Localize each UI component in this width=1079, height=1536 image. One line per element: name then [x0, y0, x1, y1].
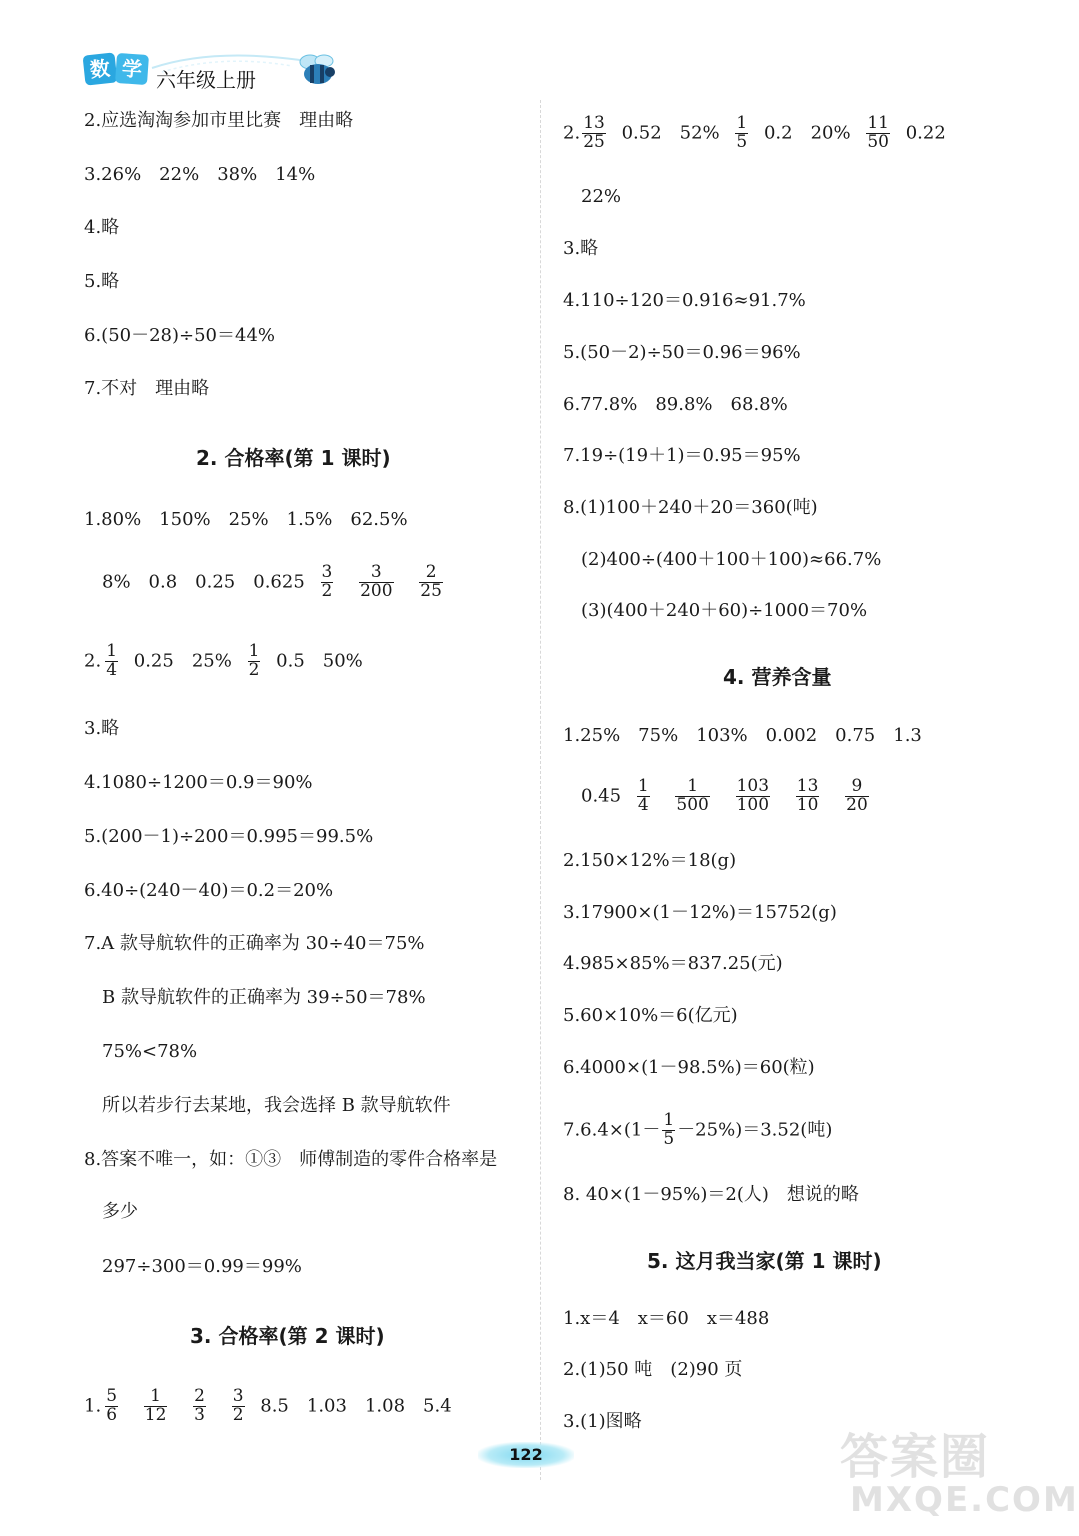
numerator: 9	[845, 778, 869, 797]
watermark-logo	[838, 1418, 1079, 1530]
answer-text: 0.2 20%	[763, 122, 851, 144]
answer-line: 5.60×10%＝6(亿元)	[563, 1005, 738, 1026]
fraction	[193, 1388, 206, 1425]
numerator: 1	[106, 641, 118, 661]
answer-line: 4.110÷120＝0.916≈91.7%	[563, 290, 806, 311]
numerator: 1	[248, 641, 260, 661]
answer-line: 6.40÷(240－40)＝0.2＝20%	[84, 880, 334, 901]
fraction	[419, 564, 443, 601]
numerator: 1	[675, 778, 709, 797]
fraction	[359, 564, 393, 601]
fraction	[232, 1388, 245, 1425]
answer-line: 3.略	[84, 718, 120, 739]
answer-text: 0.52 52%	[621, 122, 720, 144]
answer-line: 所以若步行去某地，我会选择 B 款导航软件	[102, 1095, 451, 1116]
section-title: 2. 合格率(第 1 课时)	[196, 446, 391, 470]
numerator: 13	[583, 113, 605, 133]
answer-line: 1.x＝4 x＝60 x＝488	[563, 1308, 770, 1329]
answer-line: (2)400÷(400＋100＋100)≈66.7%	[581, 549, 882, 570]
fraction	[735, 115, 748, 152]
denominator: 5	[736, 131, 748, 152]
answer-line: 1.80% 150% 25% 1.5% 62.5%	[84, 509, 408, 530]
section-title: 4. 营养含量	[723, 665, 832, 689]
numerator: 1	[144, 1388, 168, 1407]
numerator: 13	[796, 776, 819, 796]
answer-line: 5.(200－1)÷200＝0.995＝99.5%	[84, 826, 374, 847]
column-divider	[540, 100, 541, 1480]
answer-line: 5.(50－2)÷50＝0.96＝96%	[563, 342, 801, 363]
answer-line: 4.略	[84, 217, 120, 238]
numerator: 1	[736, 113, 748, 133]
denominator: 500	[676, 794, 709, 815]
answer-line	[563, 1112, 832, 1149]
answer-text: 8.5 1.03 1.08 5.4	[260, 1395, 452, 1417]
answer-line	[84, 643, 363, 680]
answer-line: (3)(400＋240＋60)÷1000＝70%	[581, 600, 868, 621]
answer-text: 2.	[563, 122, 581, 144]
numerator: 5	[106, 1386, 118, 1406]
answer-line	[581, 778, 879, 815]
denominator: 2	[248, 659, 260, 680]
watermark-text: 答案圈	[840, 1429, 991, 1485]
answer-text: 7.6.4×(1－	[563, 1119, 661, 1141]
fraction	[675, 778, 709, 815]
fraction	[736, 778, 770, 815]
answer-line: 3.26% 22% 38% 14%	[84, 164, 316, 185]
answer-text: 8% 0.8 0.25 0.625	[102, 571, 305, 593]
answer-line: 5.略	[84, 271, 120, 292]
answer-line: 2.(1)50 吨 (2)90 页	[563, 1359, 743, 1380]
bee-icon	[296, 52, 340, 88]
answer-text: 0.22	[905, 122, 946, 144]
answer-line: 8.答案不唯一，如：①③ 师傅制造的零件合格率是	[84, 1149, 498, 1170]
answer-line: 7.19÷(19＋1)＝0.95＝95%	[563, 445, 801, 466]
denominator: 10	[796, 794, 819, 815]
denominator: 4	[637, 794, 649, 815]
fraction	[637, 778, 650, 815]
answer-line: 22%	[581, 186, 622, 207]
answer-line: 297÷300＝0.99＝99%	[102, 1256, 302, 1277]
fraction	[662, 1112, 675, 1149]
fraction	[321, 564, 334, 601]
fraction	[845, 778, 869, 815]
answer-line: 75%<78%	[102, 1041, 198, 1062]
answer-line: 4.985×85%＝837.25(元)	[563, 953, 783, 974]
answer-line: 7.A 款导航软件的正确率为 30÷40＝75%	[84, 933, 425, 954]
denominator: 12	[144, 1404, 167, 1425]
denominator: 100	[736, 794, 770, 815]
denominator: 25	[420, 580, 442, 601]
denominator: 5	[663, 1128, 675, 1149]
answer-line: 2.应选淘淘参加市里比赛 理由略	[84, 110, 354, 131]
fraction	[248, 643, 261, 680]
numerator: 3	[232, 1386, 244, 1406]
numerator: 3	[359, 564, 393, 583]
denominator: 200	[360, 580, 393, 601]
denominator: 2	[232, 1404, 244, 1425]
denominator: 20	[846, 794, 868, 815]
denominator: 25	[583, 131, 605, 152]
answer-line: 3.17900×(1－12%)＝15752(g)	[563, 902, 837, 923]
answer-text: 0.25 25%	[133, 650, 232, 672]
watermark-url: MXQE.COM	[850, 1480, 1079, 1520]
fraction	[582, 115, 606, 152]
answer-text: 0.45	[581, 785, 622, 807]
fraction	[105, 643, 118, 680]
answer-line	[102, 564, 453, 601]
answer-line: B 款导航软件的正确率为 39÷50＝78%	[102, 987, 426, 1008]
section-title: 5. 这月我当家(第 1 课时)	[647, 1249, 882, 1273]
numerator: 1	[663, 1110, 675, 1130]
answer-line: 3.略	[563, 238, 599, 259]
fraction	[796, 778, 820, 815]
answer-line: 6.77.8% 89.8% 68.8%	[563, 394, 788, 415]
fraction	[144, 1388, 168, 1425]
page-header	[72, 40, 372, 100]
answer-text: 0.5 50%	[276, 650, 363, 672]
fraction	[866, 115, 890, 152]
answer-line: 6.4000×(1－98.5%)＝60(粒)	[563, 1057, 815, 1078]
answer-text: 2.	[84, 650, 102, 672]
answer-line: 7.不对 理由略	[84, 378, 210, 399]
logo-char-xue: 学	[115, 53, 149, 85]
answer-line	[563, 115, 946, 152]
numerator: 3	[321, 562, 333, 582]
numerator: 2	[419, 564, 443, 583]
denominator: 6	[106, 1404, 118, 1425]
answer-line: 2.150×12%＝18(g)	[563, 850, 737, 871]
logo-char-shu: 数	[83, 52, 118, 85]
answer-line: 3.(1)图略	[563, 1411, 642, 1432]
answer-line: 6.(50－28)÷50＝44%	[84, 325, 276, 346]
numerator: 11	[867, 113, 889, 133]
denominator: 3	[194, 1404, 205, 1425]
denominator: 4	[106, 659, 118, 680]
fraction	[105, 1388, 118, 1425]
grade-label: 六年级上册	[156, 68, 256, 92]
answer-line: 4.1080÷1200＝0.9＝90%	[84, 772, 313, 793]
answer-line: 8. 40×(1－95%)＝2(人) 想说的略	[563, 1184, 859, 1205]
denominator: 2	[321, 580, 333, 601]
numerator: 103	[736, 776, 770, 796]
answer-line: 多少	[102, 1201, 138, 1222]
answer-line: 8.(1)100＋240＋20＝360(吨)	[563, 497, 818, 518]
numerator: 1	[637, 776, 649, 796]
answer-text: －25%)＝3.52(吨)	[677, 1119, 833, 1141]
answer-text: 1.	[84, 1395, 102, 1417]
section-title: 3. 合格率(第 2 课时)	[190, 1324, 385, 1348]
page-number: 122	[478, 1442, 574, 1468]
numerator: 2	[194, 1386, 205, 1406]
answer-line	[84, 1388, 452, 1425]
answer-line: 1.25% 75% 103% 0.002 0.75 1.3	[563, 725, 922, 746]
denominator: 50	[867, 131, 889, 152]
